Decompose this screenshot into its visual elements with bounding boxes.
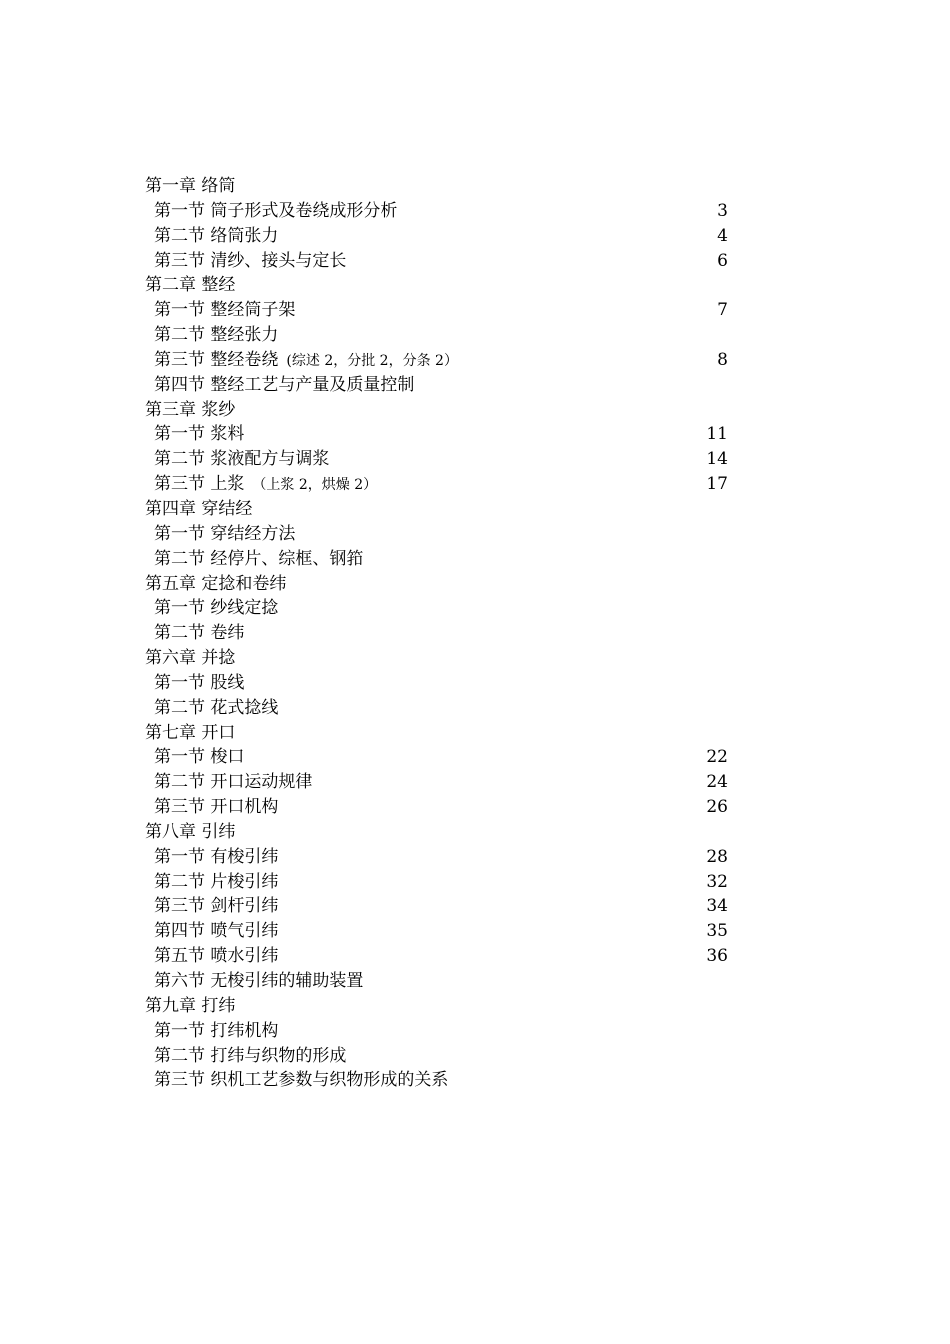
toc-section [145,249,785,274]
section-title: 第二节 片梭引纬 [154,871,279,892]
toc-section [145,696,785,721]
page-number: 8 [717,349,728,370]
section-title: 第一节 穿结经方法 [154,523,296,544]
toc-chapter [145,646,785,671]
chapter-title: 第七章 开口 [145,722,236,743]
section-title: 第一节 纱线定捻 [154,598,279,619]
chapter-title: 第九章 打纬 [145,995,236,1016]
toc-section [145,944,785,969]
chapter-title: 第一章 络筒 [145,176,236,196]
page-number: 4 [717,225,728,246]
toc-section [145,348,785,373]
chapter-title: 第六章 并捻 [145,648,236,669]
page-number: 22 [706,747,728,768]
section-title: 第一节 整经筒子架 [154,300,296,321]
toc-section [145,298,785,323]
toc-section [145,1019,785,1044]
toc-section [145,199,785,224]
toc-section [145,373,785,398]
toc-section [145,621,785,646]
section-title: 第五节 喷水引纬 [154,946,279,967]
toc-section [145,224,785,249]
section-title: 第六节 无梭引纬的辅助装置 [154,971,364,991]
toc-section [145,323,785,348]
toc-section [145,596,785,621]
toc-section [145,1068,785,1093]
chapter-title: 第五章 定捻和卷纬 [145,573,287,594]
chapter-title: 第八章 引纬 [145,821,236,842]
toc-section [145,969,785,994]
chapter-title: 第三章 浆纱 [145,399,236,420]
section-title: 第一节 梭口 [154,747,245,768]
section-title: 第一节 筒子形式及卷绕成形分析 [154,200,398,221]
section-title: 第二节 浆液配方与调浆 [154,449,330,470]
page-number: 3 [717,200,728,221]
toc-section [145,522,785,547]
toc-section [145,1044,785,1069]
section-title: 第一节 浆料 [154,424,245,445]
section-note: （上浆 2，烘燥 2） [252,477,378,494]
section-title: 第三节 织机工艺参数与织物形成的关系 [154,1070,449,1091]
section-note: (综述 2，分批 2，分条 2） [286,352,458,369]
section-title: 第二节 卷纬 [154,623,245,644]
page-number: 14 [706,449,728,470]
toc-section [145,870,785,895]
section-title: 第一节 打纬机构 [154,1020,279,1041]
toc-section [145,745,785,770]
page-number: 24 [706,772,728,793]
toc-section [145,770,785,795]
section-title: 第一节 有梭引纬 [154,846,279,867]
toc-chapter [145,994,785,1019]
toc-section [145,472,785,497]
toc-section [145,547,785,572]
section-title: 第二节 花式捻线 [154,697,279,718]
toc-section [145,447,785,472]
page-number: 34 [706,896,728,917]
table-of-contents [145,174,785,1093]
section-title: 第四节 整经工艺与产量及质量控制 [154,374,415,395]
section-title: 第二节 开口运动规律 [154,772,313,793]
toc-chapter [145,174,785,199]
toc-section [145,919,785,944]
toc-section [145,671,785,696]
toc-section [145,894,785,919]
section-title: 第四节 喷气引纬 [154,921,279,942]
toc-section [145,845,785,870]
page-number: 11 [706,424,728,445]
toc-chapter [145,820,785,845]
section-title: 第二节 打纬与织物的形成 [154,1045,347,1066]
chapter-title: 第四章 穿结经 [145,498,253,519]
toc-chapter [145,497,785,522]
toc-section [145,795,785,820]
toc-chapter [145,273,785,298]
toc-chapter [145,721,785,746]
toc-chapter [145,398,785,423]
page-number: 26 [706,797,728,818]
page-number: 28 [706,846,728,867]
section-title: 第三节 整经卷绕 [154,349,279,370]
section-title: 第二节 整经张力 [154,325,279,346]
section-title: 第二节 络筒张力 [154,225,279,246]
page-number: 17 [706,474,728,495]
page-number: 32 [706,871,728,892]
chapter-title: 第二章 整经 [145,275,236,296]
page-number: 35 [706,921,728,942]
section-title: 第三节 剑杆引纬 [154,896,279,917]
section-title: 第一节 股线 [154,672,245,693]
page-number: 7 [717,300,728,321]
page-number: 6 [717,250,728,271]
section-title: 第三节 清纱、接头与定长 [154,250,347,271]
toc-chapter [145,572,785,597]
toc-section [145,422,785,447]
page-number: 36 [706,946,728,967]
section-title: 第三节 上浆 [154,474,245,495]
section-title: 第二节 经停片、综框、钢筘 [154,548,364,569]
section-title: 第三节 开口机构 [154,797,279,818]
